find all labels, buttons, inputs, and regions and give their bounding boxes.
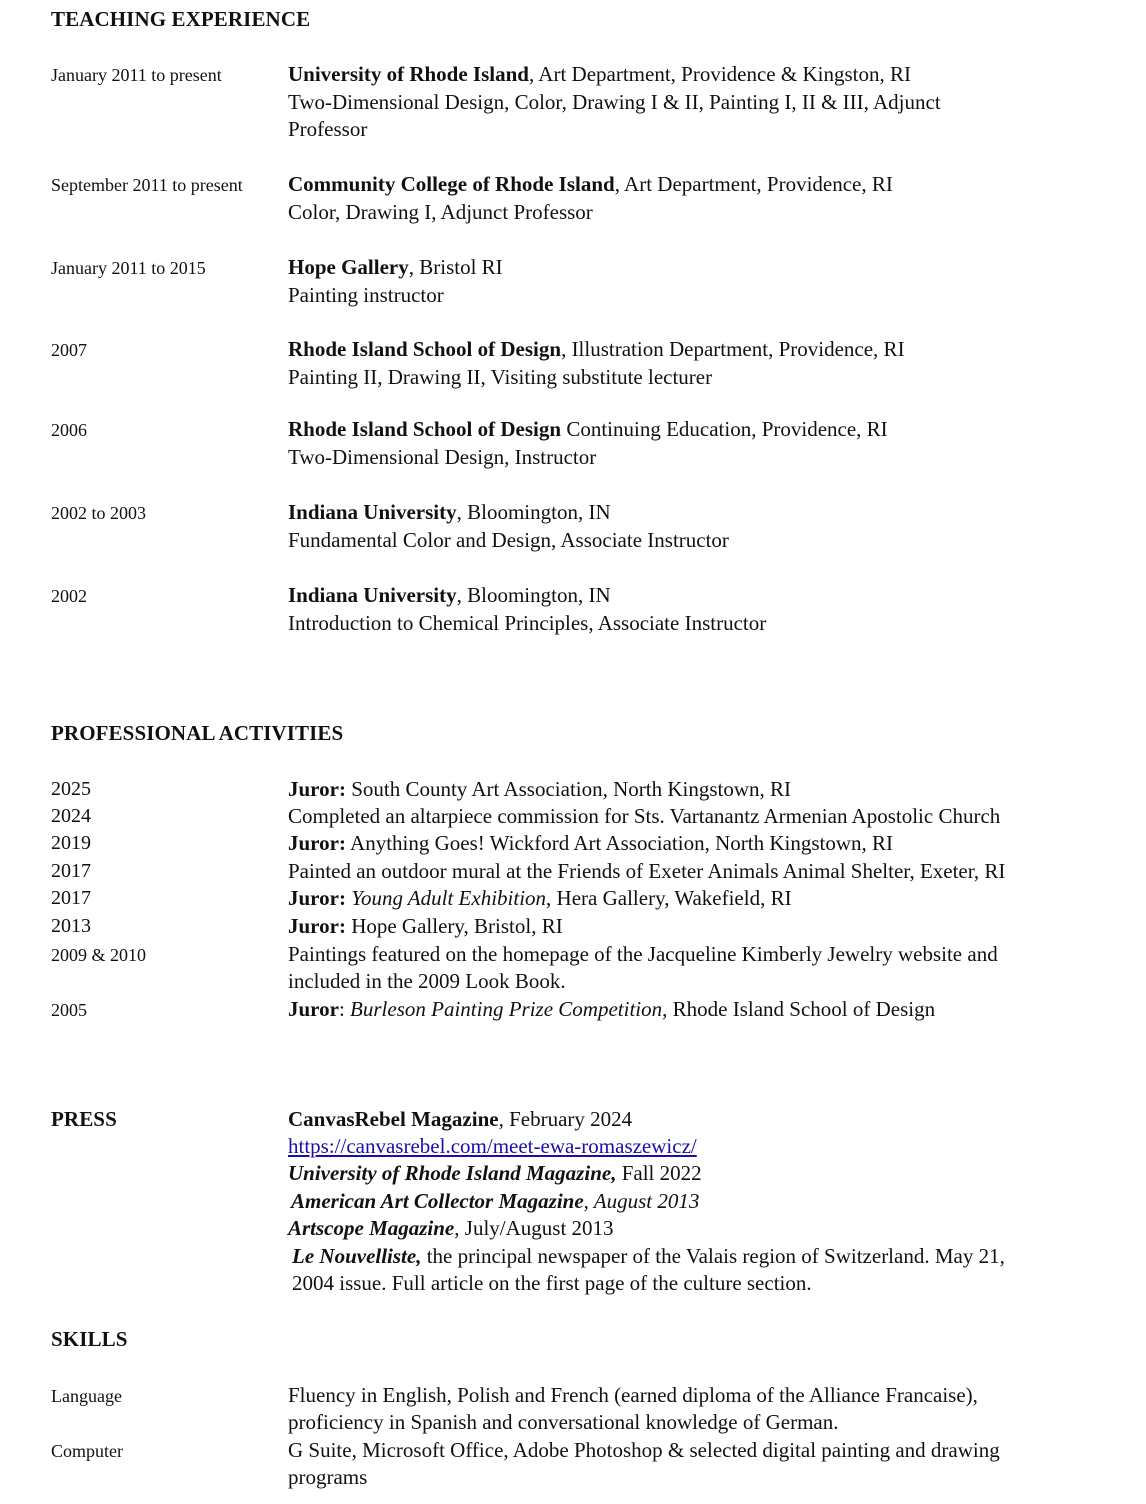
- press-title: American Art Collector Magazine: [291, 1189, 584, 1213]
- skill-label: Computer: [51, 1441, 123, 1461]
- institution-location: , Bristol RI: [408, 255, 503, 279]
- juror-label: Juror:: [288, 831, 346, 855]
- activity-date: 2017: [51, 860, 91, 882]
- activity-date: 2009 & 2010: [51, 945, 147, 965]
- course-list: Introduction to Chemical Principles, Associate Instructor: [288, 610, 767, 635]
- activity-item: [288, 776, 1118, 803]
- activity-item: [288, 830, 1118, 857]
- press-text: , August 2013: [583, 1189, 700, 1213]
- press-text: , July/August 2013: [454, 1216, 614, 1240]
- institution-location: Continuing Education, Providence, RI: [561, 417, 888, 441]
- course-list-continued: Professor: [288, 117, 368, 141]
- activity-item: [288, 913, 1118, 940]
- teaching-date: 2002 to 2003: [51, 503, 147, 523]
- press-title: Artscope Magazine: [288, 1216, 455, 1240]
- course-list: Color, Drawing I, Adjunct Professor: [288, 199, 593, 224]
- teaching-date: 2002: [51, 586, 87, 606]
- press-item: [288, 1215, 1118, 1242]
- institution-name: Hope Gallery: [288, 255, 409, 279]
- activity-date: 2017: [51, 887, 91, 909]
- course-list: Two-Dimensional Design, Instructor: [288, 444, 597, 469]
- press-text: Fall 2022: [616, 1161, 702, 1185]
- institution-location: , Art Department, Providence & Kingston, RI: [528, 62, 911, 86]
- activity-text: South County Art Association, North Kingstown, RI: [345, 777, 792, 801]
- press-item: [292, 1243, 1122, 1297]
- skill-text: G Suite, Microsoft Office, Adobe Photoshop & selected digital painting and drawing: [288, 1438, 1000, 1462]
- activity-item: [288, 803, 1118, 830]
- teaching-date: September 2011 to present: [51, 175, 243, 195]
- teaching-entry: [288, 499, 1118, 554]
- press-item: [288, 1106, 1118, 1133]
- teaching-entry: [288, 61, 1118, 144]
- institution-location: , Bloomington, IN: [456, 583, 611, 607]
- institution-location: , Art Department, Providence, RI: [614, 172, 893, 196]
- activity-item: [288, 941, 1118, 995]
- activity-text: Hope Gallery, Bristol, RI: [345, 914, 563, 938]
- juror-label: Juror: [288, 997, 339, 1021]
- skill-item: [288, 1382, 1118, 1436]
- press-item: [291, 1188, 1121, 1215]
- activity-text: Anything Goes! Wickford Art Association, North Kingstown, RI: [345, 831, 894, 855]
- skill-text-continued: programs: [288, 1465, 368, 1489]
- skill-item: [288, 1437, 1118, 1491]
- institution-name: Rhode Island School of Design: [288, 337, 562, 361]
- activity-date: 2025: [51, 778, 91, 800]
- press-title: University of Rhode Island Magazine,: [288, 1161, 617, 1185]
- institution-name: Community College of Rhode Island: [288, 172, 615, 196]
- juror-label: Juror:: [288, 914, 346, 938]
- teaching-date: 2006: [51, 420, 87, 440]
- section-heading-skills: SKILLS: [51, 1327, 128, 1351]
- course-list: Two-Dimensional Design, Color, Drawing I & II, Painting I, II & III, Adjunct: [288, 89, 941, 114]
- press-text-continued: 2004 issue. Full article on the first page of the culture section.: [292, 1271, 812, 1295]
- teaching-entry: [288, 171, 1118, 226]
- activity-item: [288, 996, 1118, 1023]
- press-text: the principal newspaper of the Valais region of Switzerland. May 21,: [421, 1244, 1005, 1268]
- activity-date: 2005: [51, 1000, 87, 1020]
- juror-label: Juror:: [288, 886, 346, 910]
- exhibition-title: Young Adult Exhibition: [351, 886, 547, 910]
- activity-item: [288, 885, 1118, 912]
- activity-text: , Hera Gallery, Wakefield, RI: [546, 886, 792, 910]
- press-text: , February 2024: [498, 1107, 633, 1131]
- teaching-date: 2007: [51, 340, 87, 360]
- competition-title: Burleson Painting Prize Competition: [350, 997, 663, 1021]
- section-heading-press: PRESS: [51, 1107, 117, 1131]
- teaching-entry: [288, 416, 1118, 471]
- skill-text-continued: proficiency in Spanish and conversational knowledge of German.: [288, 1410, 839, 1434]
- activity-date: 2019: [51, 832, 91, 854]
- activity-text-continued: included in the 2009 Look Book.: [288, 969, 566, 993]
- press-item: [288, 1133, 1118, 1160]
- teaching-entry: [288, 336, 1118, 391]
- section-heading-professional: PROFESSIONAL ACTIVITIES: [51, 721, 344, 745]
- teaching-entry: [288, 582, 1118, 637]
- juror-colon: :: [338, 997, 351, 1021]
- institution-name: Indiana University: [288, 583, 457, 607]
- press-title: Le Nouvelliste,: [292, 1244, 422, 1268]
- skill-text: Fluency in English, Polish and French (earned diploma of the Alliance Francaise),: [288, 1383, 978, 1407]
- press-title: CanvasRebel Magazine: [288, 1107, 499, 1131]
- skill-label: Language: [51, 1386, 122, 1406]
- institution-name: University of Rhode Island: [288, 62, 529, 86]
- institution-location: , Bloomington, IN: [456, 500, 611, 524]
- activity-item: [288, 858, 1118, 885]
- teaching-entry: [288, 254, 1118, 309]
- section-heading-teaching: TEACHING EXPERIENCE: [51, 7, 311, 31]
- activity-text: , Rhode Island School of Design: [662, 997, 936, 1021]
- juror-label: Juror:: [288, 777, 346, 801]
- course-list: Painting instructor: [288, 282, 444, 307]
- activity-date: 2013: [51, 915, 91, 937]
- activity-text: Painted an outdoor mural at the Friends of Exeter Animals Animal Shelter, Exeter, RI: [288, 859, 1006, 883]
- institution-name: Indiana University: [288, 500, 457, 524]
- teaching-date: January 2011 to present: [51, 65, 222, 85]
- institution-location: , Illustration Department, Providence, RI: [561, 337, 905, 361]
- institution-name: Rhode Island School of Design: [288, 417, 562, 441]
- activity-text: Completed an altarpiece commission for Sts. Vartanantz Armenian Apostolic Church: [288, 804, 1001, 828]
- course-list: Painting II, Drawing II, Visiting substitute lecturer: [288, 364, 713, 389]
- activity-text: Paintings featured on the homepage of the Jacqueline Kimberly Jewelry website and: [288, 942, 998, 966]
- course-list: Fundamental Color and Design, Associate Instructor: [288, 527, 729, 552]
- press-link[interactable]: https://canvasrebel.com/meet-ewa-romaszewicz/: [288, 1134, 697, 1158]
- teaching-date: January 2011 to 2015: [51, 258, 206, 278]
- activity-date: 2024: [51, 805, 91, 827]
- press-item: [288, 1160, 1118, 1187]
